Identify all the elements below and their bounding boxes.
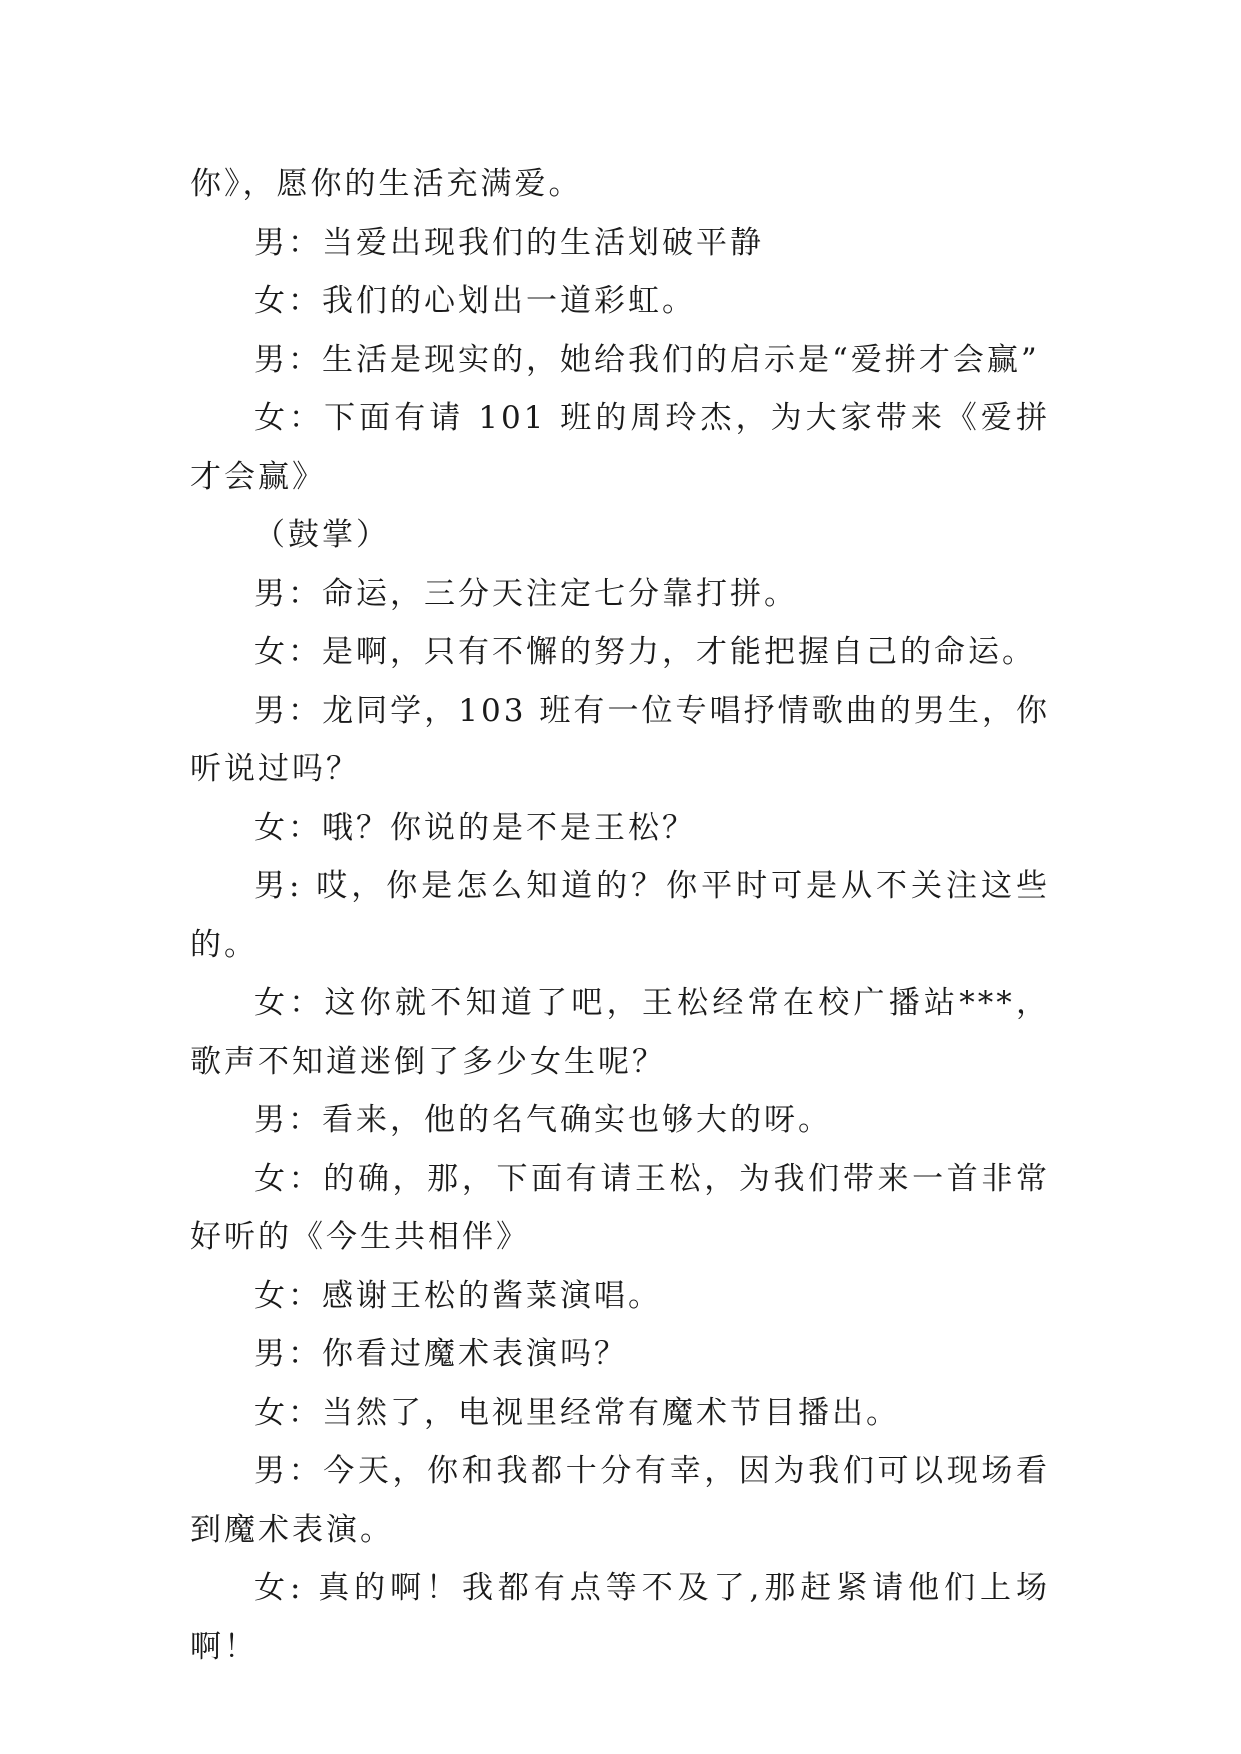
paragraph: 女：的确，那，下面有请王松，为我们带来一首非常好听的《今生共相伴》	[190, 1160, 1050, 1255]
paragraph: 女：感谢王松的酱菜演唱。	[254, 1277, 662, 1314]
paragraph: 女：哦？你说的是不是王松？	[254, 809, 696, 846]
paragraph: 女：当然了，电视里经常有魔术节目播出。	[254, 1394, 900, 1431]
paragraph: 男：看来，他的名气确实也够大的呀。	[254, 1102, 832, 1138]
paragraph: 男：今天，你和我都十分有幸，因为我们可以现场看到魔术表演。	[190, 1453, 1050, 1548]
paragraph: 男：生活是现实的，她给我们的启示是“爱拼才会赢”	[254, 341, 1040, 378]
paragraph: 男：命运，三分天注定七分靠打拼。	[254, 575, 798, 612]
paragraph: 男：当爱出现我们的生活划破平静	[254, 224, 764, 261]
paragraph: 女：下面有请 101 班的周玲杰，为大家带来《爱拼才会赢》	[190, 400, 1050, 495]
paragraph: 男：你看过魔术表演吗？	[254, 1336, 628, 1372]
paragraph: 男：龙同学，103 班有一位专唱抒情歌曲的男生，你听说过吗？	[190, 692, 1050, 787]
paragraph: 女：我们的心划出一道彩虹。	[254, 283, 696, 319]
paragraph: 女：是啊，只有不懈的努力，才能把握自己的命运。	[254, 634, 1036, 670]
stage-direction: （鼓掌）	[254, 517, 390, 553]
script-text	[190, 155, 1050, 1676]
paragraph: 女: 真的啊！我都有点等不及了,那赶紧请他们上场啊！	[190, 1570, 1050, 1665]
paragraph: 女：这你就不知道了吧，王松经常在校广播站***，歌声不知道迷倒了多少女生呢？	[190, 985, 1050, 1080]
paragraph: 男: 哎，你是怎么知道的？你平时可是从不关注这些的。	[190, 868, 1050, 963]
paragraph: 你》，愿你的生活充满爱。	[190, 166, 583, 202]
